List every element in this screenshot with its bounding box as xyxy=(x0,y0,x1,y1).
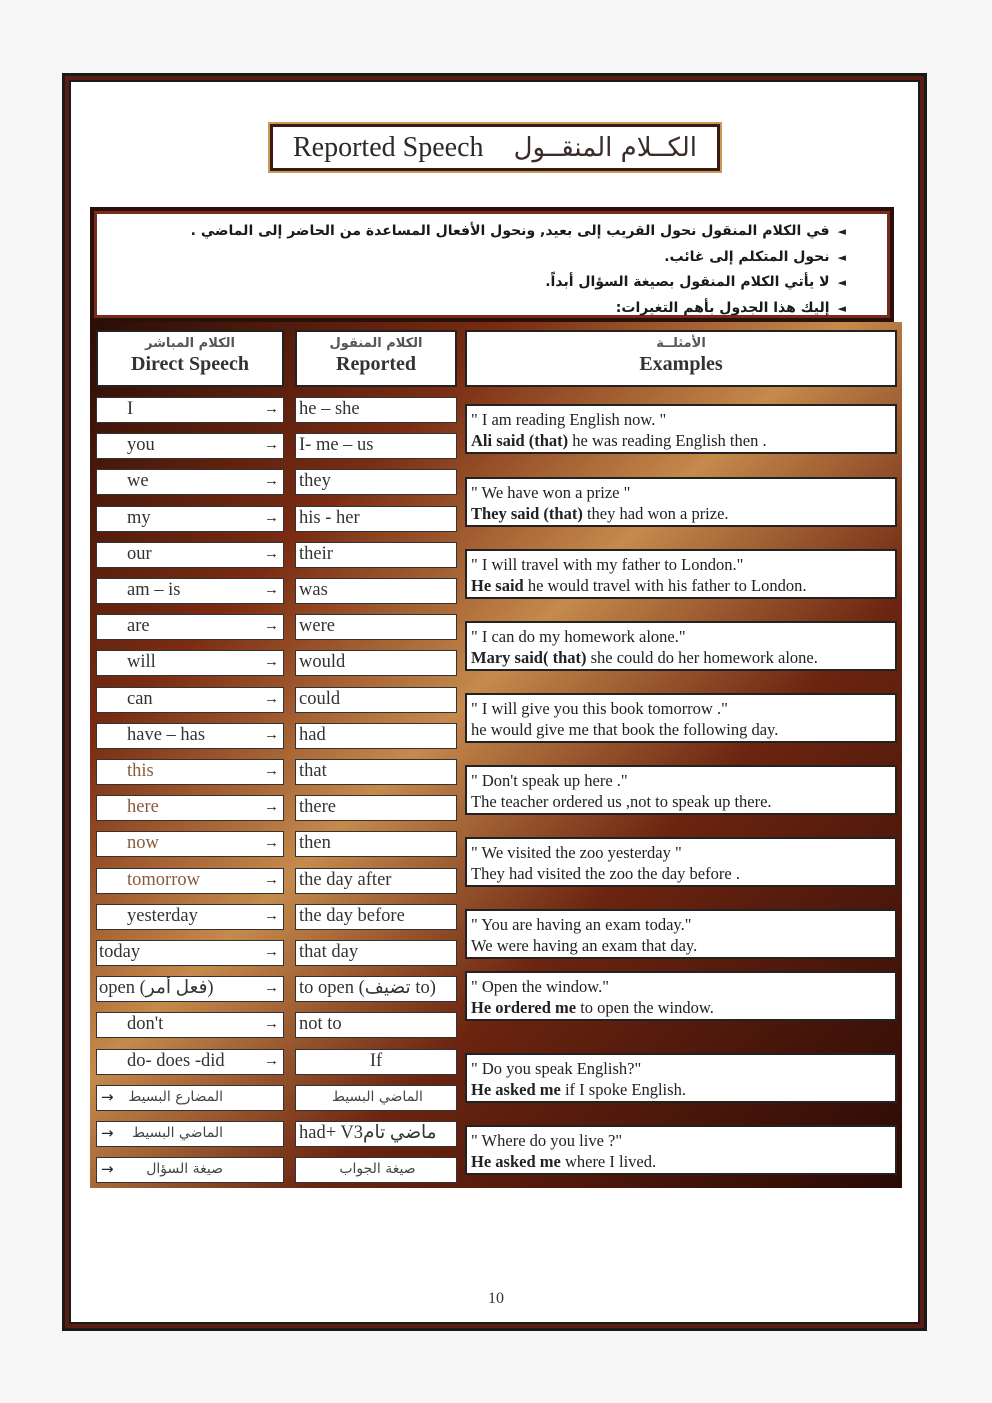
direct-cell xyxy=(96,614,284,640)
reported-text: they xyxy=(299,471,331,491)
direct-cell xyxy=(96,469,284,495)
direct-cell xyxy=(96,397,284,423)
arrow-icon: → xyxy=(264,510,279,526)
arrow-icon: → xyxy=(264,546,279,562)
reported-text: was xyxy=(299,580,328,600)
example-box xyxy=(465,1053,897,1103)
arrow-icon: → xyxy=(264,618,279,634)
arrow-icon: → xyxy=(264,944,279,960)
example-box xyxy=(465,837,897,887)
reported-cell xyxy=(295,723,457,749)
example-rest: to open the window. xyxy=(576,998,714,1017)
direct-text: now xyxy=(127,833,159,853)
direct-cell xyxy=(96,1012,284,1038)
example-reported xyxy=(471,430,891,451)
bullet-icon: ◄ xyxy=(837,250,846,264)
direct-text: yesterday xyxy=(127,906,198,926)
direct-text: you xyxy=(127,435,155,455)
example-quote: " You are having an exam today." xyxy=(471,915,692,934)
direct-cell xyxy=(96,1049,284,1075)
reported-text: had xyxy=(299,725,326,745)
arrow-icon: → xyxy=(264,727,279,743)
reported-cell xyxy=(295,868,457,894)
example-reported xyxy=(471,997,891,1018)
arrow-icon: → xyxy=(264,401,279,417)
reported-text: then xyxy=(299,833,331,853)
arrow-icon: → xyxy=(264,654,279,670)
example-reported xyxy=(471,575,891,596)
example-subject: He ordered me xyxy=(471,998,577,1017)
notes-box xyxy=(90,207,894,322)
direct-text: will xyxy=(127,652,156,672)
direct-text: am – is xyxy=(127,580,181,600)
example-subject: He said xyxy=(471,576,524,595)
arrow-icon: → xyxy=(264,582,279,598)
reported-cell xyxy=(295,1157,457,1183)
example-quote: " I will give you this book tomorrow ." xyxy=(471,699,728,718)
direct-text: are xyxy=(127,616,150,636)
example-box xyxy=(465,549,897,599)
arrow-icon: → xyxy=(101,1088,114,1106)
reported-text: his - her xyxy=(299,508,360,528)
reported-cell xyxy=(295,650,457,676)
direct-cell xyxy=(96,904,284,930)
example-box xyxy=(465,909,897,959)
example-quote: " We visited the zoo yesterday " xyxy=(471,843,682,862)
reported-cell xyxy=(295,469,457,495)
reported-cell xyxy=(295,1121,457,1147)
reported-text: to open (تضيف to) xyxy=(299,978,436,998)
arrow-icon: → xyxy=(264,763,279,779)
arrow-icon: → xyxy=(264,691,279,707)
example-reported xyxy=(471,863,891,884)
direct-cell xyxy=(96,650,284,676)
example-reported xyxy=(471,647,891,668)
direct-text: الماضي البسيط xyxy=(132,1125,223,1141)
reported-cell xyxy=(295,614,457,640)
example-rest: We were having an exam that day. xyxy=(471,936,698,955)
arrow-icon: → xyxy=(101,1160,114,1178)
reported-text: the day after xyxy=(299,870,392,890)
direct-text: here xyxy=(127,797,159,817)
direct-cell xyxy=(96,940,284,966)
arrow-icon: → xyxy=(264,799,279,815)
reported-cell xyxy=(295,940,457,966)
bullet-icon: ◄ xyxy=(837,301,846,315)
example-reported xyxy=(471,935,891,956)
reported-text: the day before xyxy=(299,906,405,926)
direct-cell xyxy=(96,578,284,604)
note-item: ◄إليك هذا الجدول بأهم التغيرات: xyxy=(615,299,846,316)
example-subject: They said (that) xyxy=(471,504,583,523)
example-subject: Ali said (that) xyxy=(471,431,569,450)
direct-text: can xyxy=(127,689,153,709)
direct-cell xyxy=(96,795,284,821)
reported-cell xyxy=(295,795,457,821)
example-quote: " Open the window." xyxy=(471,977,609,996)
example-reported xyxy=(471,503,891,524)
reported-text: الماضي البسيط xyxy=(332,1089,423,1105)
example-box xyxy=(465,765,897,815)
arrow-icon: → xyxy=(264,1053,279,1069)
example-subject: He asked me xyxy=(471,1080,561,1099)
example-subject: Mary said( that) xyxy=(471,648,587,667)
example-quote: " We have won a prize " xyxy=(471,483,631,502)
title-box xyxy=(270,124,720,171)
reported-text: their xyxy=(299,544,333,564)
bullet-icon: ◄ xyxy=(837,225,846,238)
example-rest: They had visited the zoo the day before . xyxy=(471,864,740,883)
note-item: ◄نحول المتكلم إلى غائب. xyxy=(664,248,846,265)
direct-cell xyxy=(96,723,284,749)
example-quote: " I am reading English now. " xyxy=(471,410,667,429)
header-direct: الكلام المباشر Direct Speech xyxy=(96,330,284,387)
reported-text: there xyxy=(299,797,336,817)
reported-text: that xyxy=(299,761,327,781)
example-reported xyxy=(471,1151,891,1172)
example-reported xyxy=(471,791,891,812)
arrow-icon: → xyxy=(264,473,279,489)
note-item: ◄لا يأتي الكلام المنقول بصيغة السؤال أبداً. xyxy=(545,274,846,290)
reported-cell xyxy=(295,542,457,568)
example-rest: he was reading English then . xyxy=(568,431,767,450)
direct-cell xyxy=(96,868,284,894)
header-reported: الكلام المنقول Reported xyxy=(295,330,457,387)
page-number: 10 xyxy=(488,1290,504,1307)
example-box xyxy=(465,971,897,1021)
example-reported xyxy=(471,719,891,740)
direct-text: I xyxy=(127,399,134,419)
example-quote: " Do you speak English?" xyxy=(471,1059,642,1078)
example-rest: he would give me that book the following day. xyxy=(471,720,779,739)
example-box xyxy=(465,621,897,671)
direct-cell xyxy=(96,831,284,857)
reported-cell xyxy=(295,506,457,532)
direct-cell xyxy=(96,506,284,532)
direct-cell xyxy=(96,1085,284,1111)
example-rest: they had won a prize. xyxy=(582,504,729,523)
bullet-icon: ◄ xyxy=(837,276,846,289)
example-quote: " I can do my homework alone." xyxy=(471,627,686,646)
arrow-icon: → xyxy=(264,980,279,996)
example-box xyxy=(465,477,897,527)
example-rest: she could do her homework alone. xyxy=(586,648,818,667)
example-box xyxy=(465,693,897,743)
reported-cell xyxy=(295,687,457,713)
arrow-icon: → xyxy=(264,437,279,453)
title-english: Reported Speech xyxy=(293,131,484,163)
reported-cell xyxy=(295,976,457,1002)
arrow-icon: → xyxy=(264,872,279,888)
reported-cell xyxy=(295,578,457,604)
direct-text: open (فعل أمر) xyxy=(99,978,214,998)
direct-text: have – has xyxy=(127,725,206,745)
reported-text: he – she xyxy=(299,399,360,419)
arrow-icon: → xyxy=(264,1016,279,1032)
reported-cell xyxy=(295,1049,457,1075)
example-quote: " I will travel with my father to London." xyxy=(471,555,744,574)
reported-text: had+ V3ماضي تام xyxy=(299,1123,437,1143)
example-box xyxy=(465,404,897,454)
arrow-icon: → xyxy=(101,1124,114,1142)
direct-text: this xyxy=(127,761,154,781)
reported-text: If xyxy=(369,1051,383,1071)
reported-cell xyxy=(295,831,457,857)
example-reported xyxy=(471,1079,891,1100)
reported-cell xyxy=(295,1085,457,1111)
example-quote: " Where do you live ?" xyxy=(471,1131,623,1150)
direct-cell xyxy=(96,1121,284,1147)
example-subject: He asked me xyxy=(471,1152,561,1171)
example-quote: " Don't speak up here ." xyxy=(471,771,628,790)
direct-text: we xyxy=(127,471,149,491)
direct-text: my xyxy=(127,508,151,528)
example-rest: The teacher ordered us ,not to speak up there. xyxy=(471,792,772,811)
arrow-icon: → xyxy=(264,835,279,851)
direct-text: don't xyxy=(127,1014,164,1034)
arrow-icon: → xyxy=(264,908,279,924)
reported-text: were xyxy=(299,616,335,636)
direct-cell xyxy=(96,976,284,1002)
reported-cell xyxy=(295,397,457,423)
reported-text: could xyxy=(299,689,341,709)
title-arabic: الكــلام المنقــول xyxy=(513,132,697,163)
header-examples: الأمثلــة Examples xyxy=(465,330,897,387)
reported-cell xyxy=(295,904,457,930)
reported-cell xyxy=(295,759,457,785)
direct-text: المضارع البسيط xyxy=(128,1089,223,1105)
example-rest: he would travel with his father to London. xyxy=(523,576,807,595)
note-item: ◄في الكلام المنقول نحول القريب إلى بعيد, ونحول الأفعال المساعدة من الحاضر إلى الماضي . xyxy=(190,223,846,239)
reported-cell xyxy=(295,433,457,459)
reported-text: صيغة الجواب xyxy=(339,1161,416,1177)
direct-text: today xyxy=(99,942,141,962)
direct-cell xyxy=(96,759,284,785)
reported-text: that day xyxy=(299,942,359,962)
example-rest: if I spoke English. xyxy=(560,1080,686,1099)
direct-text: do- does -did xyxy=(127,1051,225,1071)
direct-cell xyxy=(96,1157,284,1183)
reported-cell xyxy=(295,1012,457,1038)
direct-cell xyxy=(96,433,284,459)
example-box xyxy=(465,1125,897,1175)
direct-cell xyxy=(96,542,284,568)
direct-cell xyxy=(96,687,284,713)
reported-text: would xyxy=(299,652,346,672)
direct-text: tomorrow xyxy=(127,870,200,890)
reported-text: not to xyxy=(299,1014,342,1034)
reported-text: I- me – us xyxy=(299,435,374,455)
example-rest: where I lived. xyxy=(560,1152,657,1171)
direct-text: صيغة السؤال xyxy=(146,1161,223,1177)
direct-text: our xyxy=(127,544,152,564)
